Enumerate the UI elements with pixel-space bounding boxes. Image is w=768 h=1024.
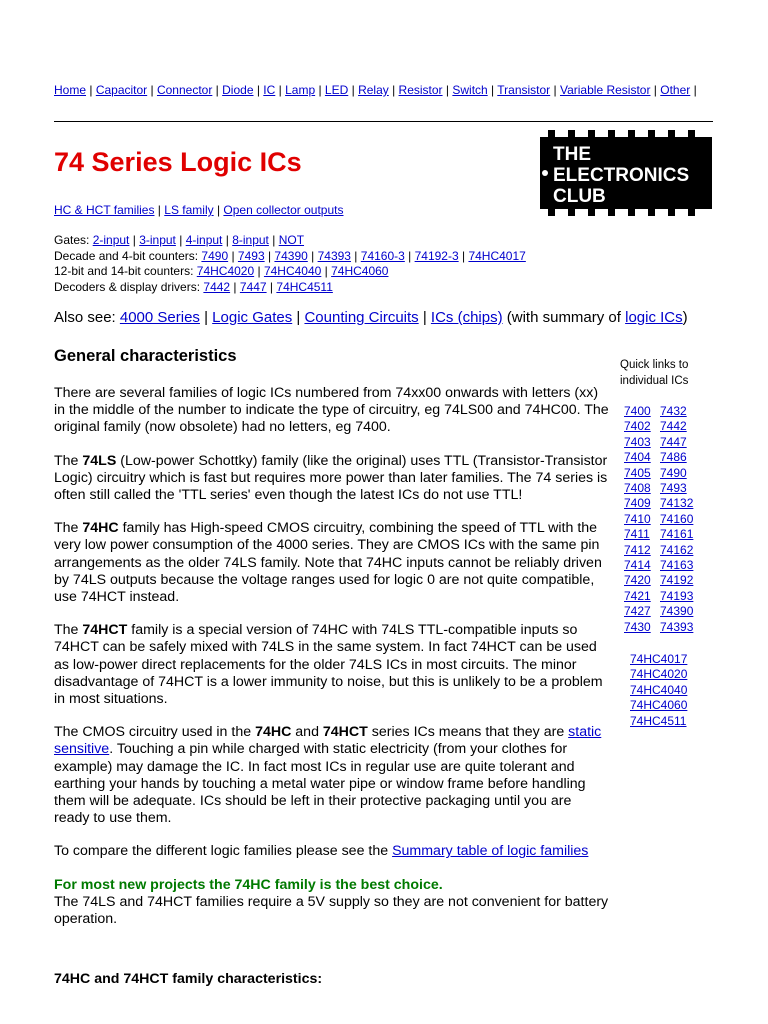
- subnav-link-open-collector-outputs[interactable]: Open collector outputs: [223, 203, 344, 217]
- separator: |: [129, 233, 140, 247]
- nav-link-relay[interactable]: Relay: [358, 83, 389, 97]
- nav-link-diode[interactable]: Diode: [222, 83, 254, 97]
- quick-link-7411[interactable]: 7411: [624, 527, 650, 542]
- nav-link-home[interactable]: Home: [54, 83, 87, 97]
- nav-link-switch[interactable]: Switch: [452, 83, 488, 97]
- nav-link-capacitor[interactable]: Capacitor: [95, 83, 148, 97]
- quick-links-cell: [660, 589, 693, 604]
- quick-links-cell: [624, 481, 660, 496]
- quick-links-row: [624, 466, 693, 481]
- quick-links-item: [630, 667, 687, 682]
- quick-link-7410[interactable]: 7410: [624, 511, 651, 526]
- separator: |: [350, 248, 361, 263]
- quick-link-74hc4511[interactable]: 74HC4511: [630, 713, 687, 728]
- quick-links-row: [624, 512, 693, 527]
- separator: |: [275, 83, 286, 97]
- separator: |: [228, 248, 238, 263]
- quick-link-74hc4017[interactable]: 74HC4017: [630, 652, 688, 666]
- ic-link-7493[interactable]: 7493: [237, 248, 265, 263]
- divider: [54, 121, 713, 122]
- ic-link-not[interactable]: NOT: [278, 233, 305, 247]
- nav-link-other[interactable]: Other: [660, 83, 691, 97]
- term: 74HC: [82, 520, 119, 537]
- separator: |: [254, 264, 264, 278]
- quick-links-cell: [624, 620, 660, 635]
- ic-link-7490[interactable]: 7490: [201, 248, 229, 263]
- separator: |: [315, 83, 325, 97]
- separator: |: [404, 248, 415, 263]
- separator: |: [458, 248, 469, 263]
- main-text: [54, 385, 610, 944]
- nav-link-variable-resistor[interactable]: Variable Resistor: [559, 83, 651, 97]
- quick-link-74hc4020[interactable]: 74HC4020: [630, 667, 688, 682]
- quick-links-cell: [660, 404, 693, 419]
- quick-links-item: [630, 683, 687, 698]
- text: The: [54, 520, 83, 537]
- row-label: Decoders & display drivers:: [54, 279, 204, 294]
- decoders-row: [54, 280, 526, 296]
- separator: |: [264, 248, 275, 263]
- summary-table-link[interactable]: Summary table of logic families: [392, 843, 589, 860]
- quick-links-label: Quick links to individual ICs: [620, 359, 689, 387]
- also-see: [54, 308, 688, 328]
- text: The CMOS circuitry used in the: [54, 724, 256, 741]
- separator: |: [230, 279, 240, 294]
- quick-links-cell: [624, 589, 660, 604]
- ic-link-74hc4040[interactable]: 74HC4040: [263, 264, 322, 278]
- separator: |: [266, 279, 277, 294]
- text: (Low-power Schottky) family (like the original) uses TTL (Transistor-Transistor Logic) circuitry which is fast but requires more power than later families. The 74 series is often still called the 'TTL series' even though the latest ICs do not use TTL!: [54, 452, 608, 504]
- quick-links-item: [630, 714, 687, 729]
- quick-links-row: [624, 604, 693, 619]
- text: and: [291, 724, 323, 741]
- ic-link-74393[interactable]: 74393: [317, 248, 351, 263]
- quick-link-7432[interactable]: 7432: [660, 404, 687, 418]
- quick-links-cell: [624, 604, 660, 619]
- quick-links-row: [624, 589, 693, 604]
- quick-links-row: [624, 558, 693, 573]
- nav-link-connector[interactable]: Connector: [156, 83, 213, 97]
- quick-links-hc: [630, 652, 687, 729]
- quick-links-cell: [624, 512, 660, 527]
- top-nav: [54, 82, 714, 98]
- bit-counters-row: [54, 264, 526, 280]
- also-see-link-logic-gates[interactable]: Logic Gates: [212, 309, 293, 326]
- separator: |: [86, 83, 96, 97]
- logo-line: CLUB: [553, 186, 606, 207]
- ic-link-74hc4020[interactable]: 74HC4020: [196, 264, 255, 278]
- quick-links-row: [624, 573, 693, 588]
- quick-link-7412[interactable]: 7412: [624, 542, 651, 557]
- quick-links-cell: [660, 450, 693, 465]
- quick-link-7409[interactable]: 7409: [624, 496, 651, 511]
- separator: |: [292, 309, 305, 326]
- quick-link-74390[interactable]: 74390: [660, 604, 694, 619]
- also-see-link-ics-chips[interactable]: ICs (chips): [430, 309, 503, 326]
- ic-link-74390[interactable]: 74390: [274, 248, 308, 263]
- logic-ics-link[interactable]: logic ICs: [625, 309, 683, 326]
- quick-links-cell: [624, 527, 660, 542]
- separator: |: [154, 203, 165, 217]
- quick-link-7404[interactable]: 7404: [624, 450, 651, 465]
- quick-link-7421[interactable]: 7421: [624, 588, 651, 603]
- quick-links-row: [624, 481, 693, 496]
- quick-links-row: [624, 620, 693, 635]
- quick-link-74hc4060[interactable]: 74HC4060: [630, 698, 688, 713]
- quick-link-7400[interactable]: 7400: [624, 404, 651, 418]
- separator: |: [175, 233, 186, 247]
- quick-link-74193[interactable]: 74193: [660, 588, 694, 603]
- quick-links-cell: [660, 419, 693, 434]
- text: The: [54, 452, 83, 469]
- subsection-heading: 74HC and 74HCT family characteristics:: [54, 971, 323, 987]
- term: 74HCT: [82, 622, 128, 639]
- quick-links-cell: [660, 620, 693, 635]
- ic-link-3-input[interactable]: 3-input: [139, 233, 176, 247]
- term: 74HC: [255, 724, 292, 741]
- row-label: Decade and 4-bit counters:: [54, 248, 202, 263]
- text: series ICs means that they are: [367, 724, 569, 741]
- quick-link-7447[interactable]: 7447: [660, 434, 687, 449]
- text: (with summary of: [502, 309, 626, 326]
- quick-link-74161[interactable]: 74161: [660, 527, 694, 542]
- quick-links-cell: [624, 558, 660, 573]
- quick-links-cell: [624, 496, 660, 511]
- quick-links-cell: [660, 527, 693, 542]
- separator: |: [550, 83, 560, 97]
- quick-link-7442[interactable]: 7442: [660, 419, 687, 434]
- quick-link-7486[interactable]: 7486: [660, 450, 687, 465]
- paragraph: [54, 622, 610, 708]
- separator: |: [442, 83, 453, 97]
- text: The 74LS and 74HCT families require a 5V supply so they are not convenient for battery operation.: [54, 893, 609, 928]
- paragraph: [54, 877, 610, 929]
- static-sensitive-link[interactable]: static sensitive: [54, 724, 602, 758]
- ic-link-4-input[interactable]: 4-input: [185, 233, 223, 247]
- quick-link-74163[interactable]: 74163: [660, 558, 694, 573]
- quick-link-7408[interactable]: 7408: [624, 481, 651, 496]
- text: ): [682, 309, 688, 326]
- separator: |: [268, 233, 279, 247]
- term: 74HCT: [322, 724, 368, 741]
- nav-link-resistor[interactable]: Resistor: [398, 83, 443, 97]
- quick-links-row: [624, 543, 693, 558]
- quick-links-cell: [660, 435, 693, 450]
- paragraph: [54, 724, 610, 827]
- text: To compare the different logic families please see the: [54, 843, 393, 860]
- quick-link-7430[interactable]: 7430: [624, 619, 651, 634]
- quick-links-row: [624, 496, 693, 511]
- sub-nav: [54, 202, 344, 218]
- gates-row: [54, 233, 526, 249]
- quick-link-7490[interactable]: 7490: [660, 465, 687, 480]
- quick-links-cell: [660, 512, 693, 527]
- separator: |: [307, 248, 318, 263]
- ic-link-74160-3[interactable]: 74160-3: [360, 248, 405, 263]
- quick-link-74160[interactable]: 74160: [660, 511, 694, 526]
- ic-link-7447[interactable]: 7447: [239, 279, 267, 294]
- subnav-link-ls-family[interactable]: LS family: [164, 203, 214, 217]
- quick-links-cell: [624, 466, 660, 481]
- paragraph: There are several families of logic ICs numbered from 74xx00 onwards with letters (xx) in the middle of the number to indicate the type of circuitry, eg 74LS00 and 74HC00. The original family (now obsolete) had no letters, eg 7400.: [54, 385, 609, 436]
- quick-link-74hc4040[interactable]: 74HC4040: [630, 682, 688, 697]
- electronics-club-logo: [537, 130, 715, 216]
- quick-links-item: [630, 698, 687, 713]
- quick-links-cell: [660, 543, 693, 558]
- text: family has High-speed CMOS circuitry, combining the speed of TTL with the very low power consumption of the 4000 series. They are CMOS ICs with the same pin arrangements as the older 74LS family. Note that 74HC inputs cannot be reliably driven by 74LS outputs because the voltage ranges used for logic 0 are not quite compatible, use 74HCT instead.: [54, 520, 602, 606]
- also-see-label: Also see:: [54, 309, 120, 326]
- page-title: 74 Series Logic ICs: [54, 147, 302, 177]
- text: . Touching a pin while charged with static electricity (from your clothes for example) may damage the IC. In fact most ICs in regular use are quite tolerant and earthing your hands by touching a metal water pipe or window frame before handling them will be adequate. ICs should be left in their protective packaging until you are ready to use them.: [54, 741, 586, 827]
- separator: |: [487, 83, 498, 97]
- quick-links-cell: [660, 466, 693, 481]
- row-label: 12-bit and 14-bit counters:: [54, 264, 197, 278]
- quick-link-7402[interactable]: 7402: [624, 419, 651, 434]
- logo-line: THE: [553, 144, 591, 165]
- separator: |: [650, 83, 661, 97]
- logo-line: ELECTRONICS: [553, 165, 690, 186]
- section-heading: General characteristics: [54, 347, 237, 365]
- separator: |: [147, 83, 157, 97]
- quick-links-cell: [624, 543, 660, 558]
- quick-links-cell: [624, 450, 660, 465]
- separator: |: [199, 309, 213, 326]
- quick-links-row: [624, 419, 693, 434]
- quick-links-row: [624, 404, 693, 419]
- quick-links-cell: [660, 573, 693, 588]
- paragraph: [54, 520, 610, 606]
- separator: |: [321, 264, 332, 278]
- quick-link-74393[interactable]: 74393: [660, 619, 694, 634]
- ic-link-74192-3[interactable]: 74192-3: [414, 248, 459, 263]
- quick-links-table: [624, 404, 693, 635]
- quick-links-row: [624, 435, 693, 450]
- ic-link-2-input[interactable]: 2-input: [92, 233, 130, 247]
- separator: |: [212, 83, 223, 97]
- separator: |: [690, 83, 697, 97]
- recommendation: For most new projects the 74HC family is the best choice.: [54, 876, 443, 893]
- ic-link-8-input[interactable]: 8-input: [232, 233, 269, 247]
- nav-link-led[interactable]: LED: [324, 83, 349, 97]
- separator: |: [388, 83, 399, 97]
- text: family is a special version of 74HC with 74LS TTL-compatible inputs so 74HCT can be safely mixed with 74LS in the same system. In fact 74HCT can be used as low-power direct replacements for the older 74LS ICs in most circuits. The minor disadvantage of 74HCT is a lower immunity to noise, but this is unlikely to be a problem in most situations.: [54, 622, 603, 708]
- ic-link-74hc4060[interactable]: 74HC4060: [331, 264, 389, 278]
- separator: |: [213, 203, 224, 217]
- quick-links-cell: [624, 419, 660, 434]
- text: The: [54, 622, 83, 639]
- separator: |: [253, 83, 264, 97]
- separator: |: [222, 233, 233, 247]
- also-see-link-counting-circuits[interactable]: Counting Circuits: [304, 309, 419, 326]
- ic-link-74hc4511[interactable]: 74HC4511: [276, 279, 333, 294]
- quick-links-cell: [624, 404, 660, 419]
- quick-links-item: [630, 652, 687, 667]
- decade-counters-row: [54, 249, 526, 265]
- ic-link-74hc4017[interactable]: 74HC4017: [468, 248, 526, 263]
- separator: |: [348, 83, 359, 97]
- subnav-link-hc-hct-families[interactable]: HC & HCT families: [54, 203, 155, 217]
- quick-link-74132[interactable]: 74132: [660, 496, 694, 511]
- ic-index: [54, 233, 526, 295]
- nav-link-ic[interactable]: IC: [263, 83, 276, 97]
- quick-links-cell: [624, 573, 660, 588]
- quick-links-cell: [660, 604, 693, 619]
- quick-link-7493[interactable]: 7493: [660, 481, 687, 496]
- also-see-link-4000-series[interactable]: 4000 Series: [119, 309, 200, 326]
- row-label: Gates:: [54, 233, 93, 247]
- quick-link-7414[interactable]: 7414: [624, 558, 651, 573]
- quick-links-cell: [660, 496, 693, 511]
- quick-links-row: [624, 527, 693, 542]
- separator: |: [418, 309, 431, 326]
- quick-links-cell: [660, 558, 693, 573]
- nav-link-transistor[interactable]: Transistor: [497, 83, 551, 97]
- quick-links-cell: [624, 435, 660, 450]
- nav-link-lamp[interactable]: Lamp: [285, 83, 316, 97]
- quick-link-7403[interactable]: 7403: [624, 434, 651, 449]
- ic-link-7442[interactable]: 7442: [203, 279, 231, 294]
- quick-link-74192[interactable]: 74192: [660, 573, 694, 588]
- quick-link-7427[interactable]: 7427: [624, 604, 651, 619]
- term: 74LS: [82, 452, 117, 469]
- quick-links-cell: [660, 481, 693, 496]
- pin1-dot-icon: [542, 170, 548, 176]
- quick-links-row: [624, 450, 693, 465]
- quick-link-7420[interactable]: 7420: [624, 573, 651, 588]
- quick-link-74162[interactable]: 74162: [660, 542, 694, 557]
- paragraph: [54, 843, 610, 860]
- paragraph: [54, 453, 610, 505]
- quick-link-7405[interactable]: 7405: [624, 465, 651, 480]
